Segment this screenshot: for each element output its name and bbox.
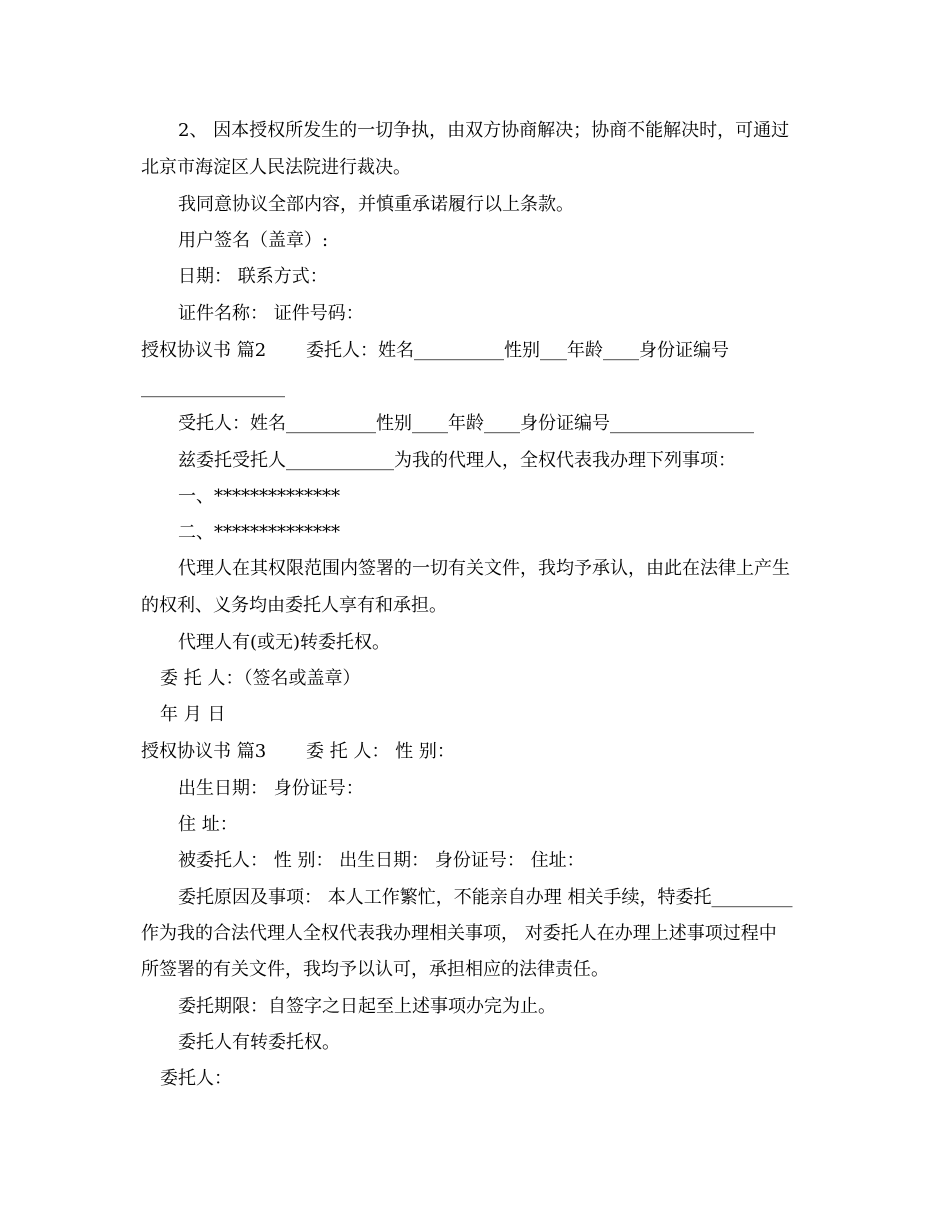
text-line: 委托人有转委托权。 xyxy=(178,1032,340,1053)
text-line: 作为我的合法代理人全权代表我办理相关事项， 对委托人在办理上述事项过程中 xyxy=(141,923,777,944)
text-line: 一、************** xyxy=(178,486,340,507)
text-line: ________________ xyxy=(141,377,285,398)
text-line: 委托人：姓名__________性别___年龄____身份证编号 xyxy=(306,340,729,361)
text-line: 出生日期： 身份证号： xyxy=(178,778,364,799)
text-line: 所签署的有关文件，我均予以认可，承担相应的法律责任。 xyxy=(141,959,609,980)
text-line: 证件名称： 证件号码： xyxy=(178,303,364,324)
text-line: 我同意协议全部内容，并慎重承诺履行以上条款。 xyxy=(178,194,574,215)
text-line: 住 址： xyxy=(178,814,238,835)
text-line: 委托期限：自签字之日起至上述事项办完为止。 xyxy=(178,996,556,1017)
text-line: 2、 因本授权所发生的一切争执，由双方协商解决；协商不能解决时，可通过 xyxy=(178,120,790,141)
text-line: 委托原因及事项： 本人工作繁忙，不能亲自办理 相关手续，特委托_________ xyxy=(178,887,793,908)
text-line: 代理人在其权限范围内签署的一切有关文件，我均予承认，由此在法律上产生 xyxy=(178,558,790,579)
text-line: 代理人有(或无)转委托权。 xyxy=(178,632,391,653)
text-line: 受托人：姓名__________性别____年龄____身份证编号________________ xyxy=(178,413,754,434)
text-line: 委 托 人： 性 别： xyxy=(306,741,455,762)
signature-line: 委 托 人：（签名或盖章） xyxy=(160,668,361,689)
text-line: 日期： 联系方式： xyxy=(178,266,328,287)
text-line: 兹委托受托人____________为我的代理人，全权代表我办理下列事项： xyxy=(178,450,736,471)
text-line: 北京市海淀区人民法院进行裁决。 xyxy=(141,157,411,178)
date-line: 年 月 日 xyxy=(160,704,226,725)
text-line: 的权利、义务均由委托人享有和承担。 xyxy=(141,595,447,616)
text-line: 二、************** xyxy=(178,522,340,543)
text-line: 用户签名（盖章）: xyxy=(178,230,329,251)
signature-line: 委托人： xyxy=(160,1068,232,1089)
text-line: 被委托人： 性 别： 出生日期： 身份证号： 住址： xyxy=(178,850,585,871)
section-heading: 授权协议书 篇2 xyxy=(141,340,267,361)
section-heading: 授权协议书 篇3 xyxy=(141,741,267,762)
